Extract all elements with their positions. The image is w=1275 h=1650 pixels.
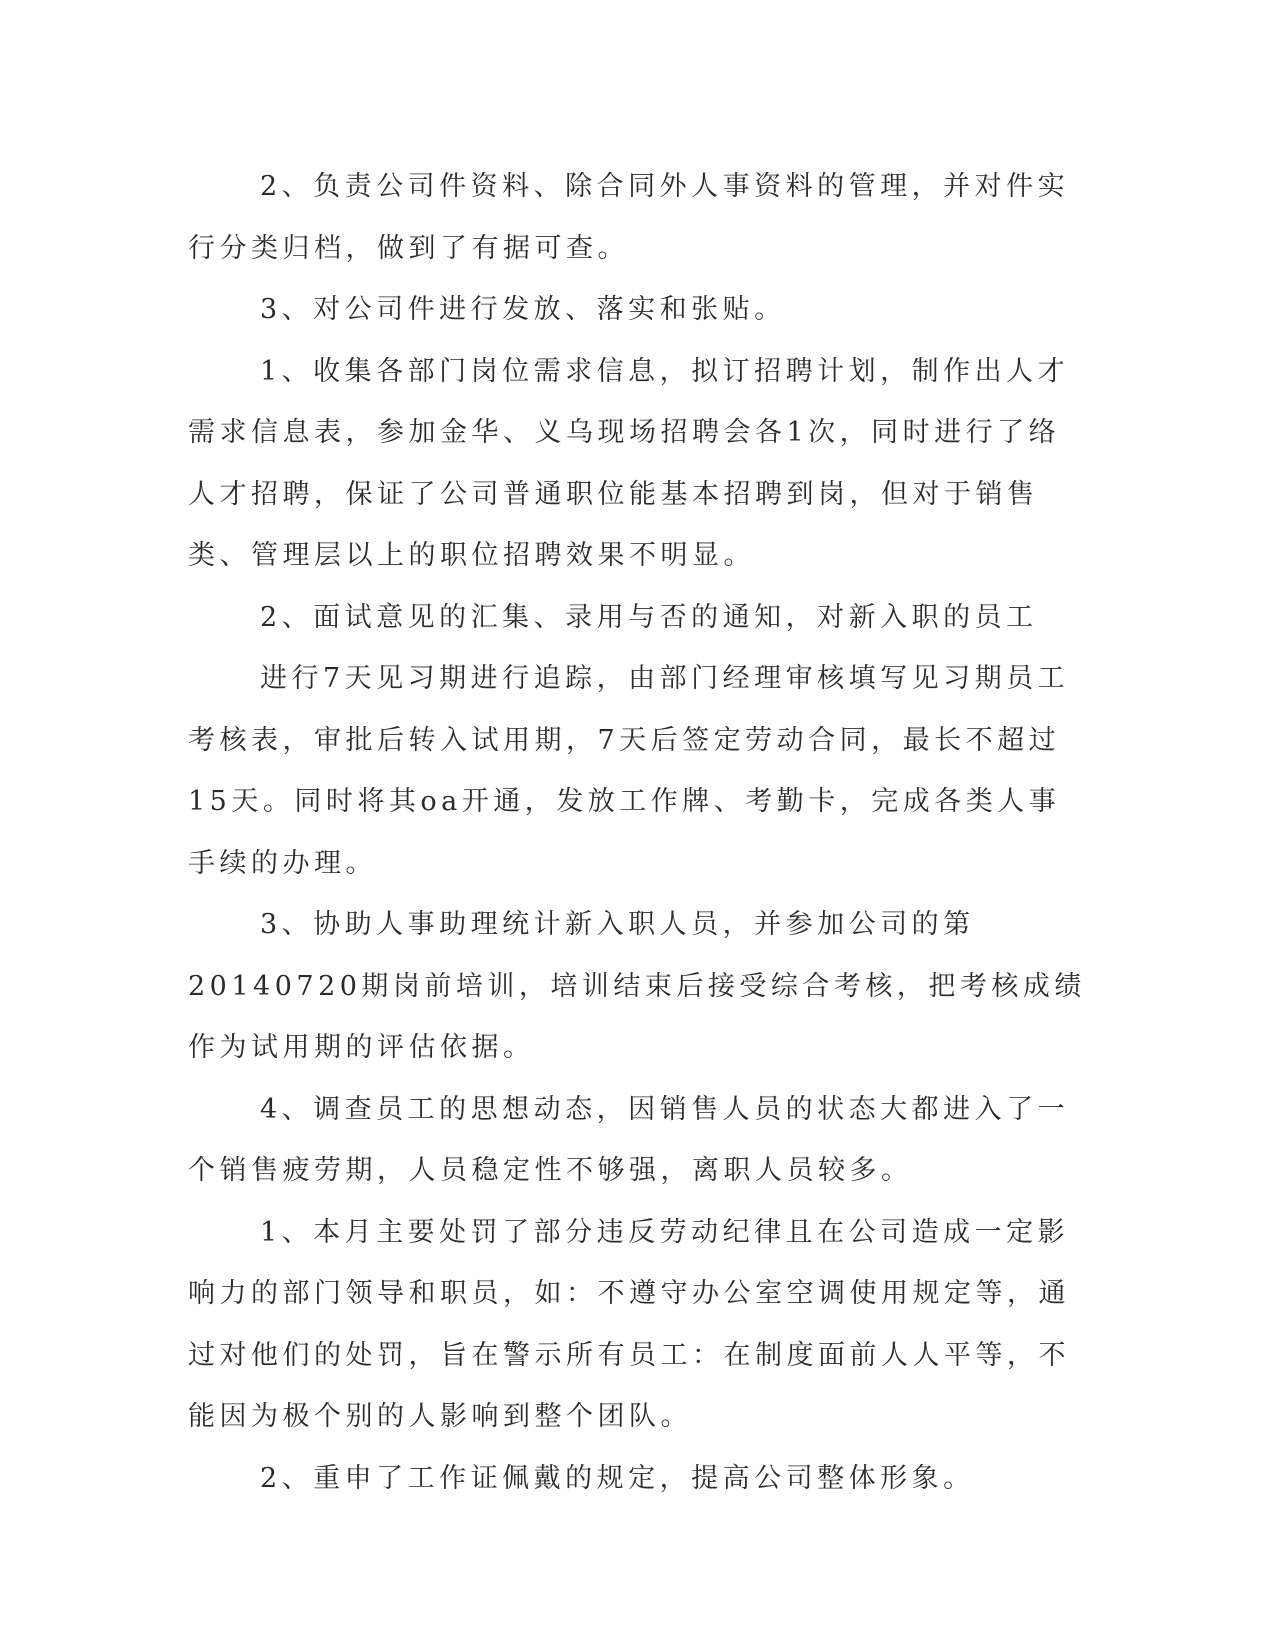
paragraph-badge-rules: 2、重申了工作证佩戴的规定，提高公司整体形象。 [260,1462,975,1494]
paragraph-discipline: 1、本月主要处罚了部分违反劳动纪律且在公司造成一定影响力的部门领导和职员，如：不遵守办公室空调使用规定等，通过对他们的处罚，旨在警示所有员工：在制度面前人人平等，不能因为极个别的人影响到整个团队。 [188,1216,1070,1432]
paragraph-interview-feedback: 2、面试意见的汇集、录用与否的通知，对新入职的员工 [260,601,1038,633]
paragraph-probation-tracking: 进行7天见习期进行追踪，由部门经理审核填写见习期员工考核表，审批后转入试用期，7天后签定劳动合同，最长不超过15天。同时将其oa开通，发放工作牌、考勤卡，完成各类人事手续的办理。 [188,663,1070,879]
paragraph-archive-management: 2、负责公司件资料、除合同外人事资料的管理，并对件实行分类归档，做到了有据可查。 [188,171,1070,264]
paragraph-recruitment-plan: 1、收集各部门岗位需求信息，拟订招聘计划，制作出人才需求信息表，参加金华、义乌现场招聘会各1次，同时进行了络人才招聘，保证了公司普通职位能基本招聘到岗，但对于销售类、管理层以上的职位招聘效果不明显。 [188,355,1070,571]
paragraph-onboarding-training: 3、协助人事助理统计新入职人员，并参加公司的第20140720期岗前培训，培训结束后接受综合考核，把考核成绩作为试用期的评估依据。 [188,909,1086,1063]
document-body [188,156,1088,1509]
paragraph-employee-survey: 4、调查员工的思想动态，因销售人员的状态大都进入了一个销售疲劳期，人员稳定性不够强，离职人员较多。 [188,1093,1070,1186]
paragraph-document-distribution: 3、对公司件进行发放、落实和张贴。 [260,294,786,325]
